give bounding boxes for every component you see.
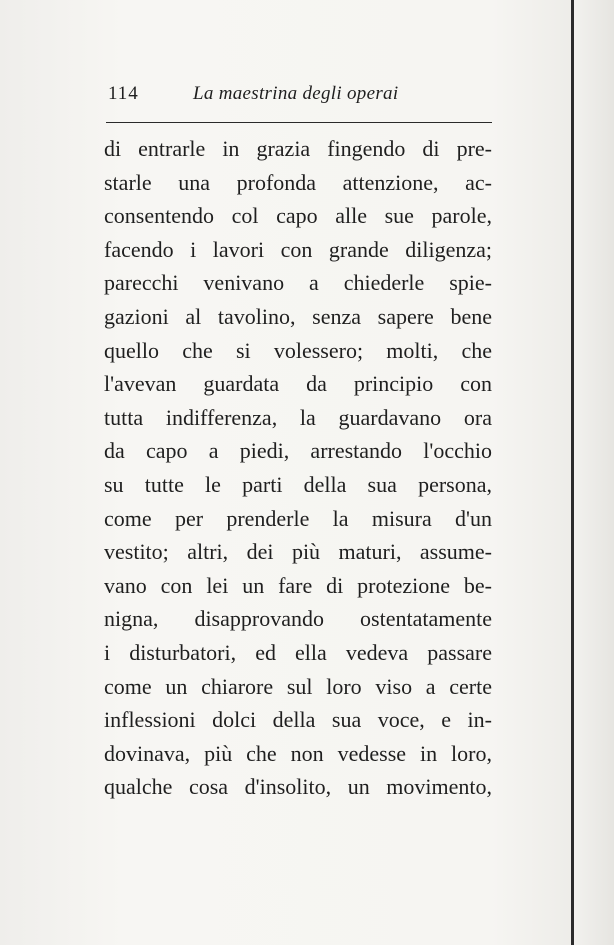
- page-number: 114: [108, 83, 139, 104]
- text-line: facendo i lavori con grande diligenza;: [104, 236, 492, 262]
- text-line: qualche cosa d'insolito, un movimento,: [104, 774, 492, 800]
- text-line: inflessioni dolci della sua voce, e in-: [104, 707, 492, 733]
- text-line: come per prenderle la misura d'un: [104, 505, 492, 531]
- text-line: vestito; altri, dei più maturi, assume-: [104, 539, 492, 565]
- binding-edge: [571, 0, 574, 945]
- text-line: tutta indifferenza, la guardavano ora: [104, 404, 492, 430]
- text-line: di entrarle in grazia fingendo di pre-: [104, 136, 492, 161]
- text-line: nigna, disapprovando ostentatamente: [104, 606, 492, 632]
- text-line: starle una profonda attenzione, ac-: [104, 169, 492, 195]
- binding-shadow: [574, 0, 614, 945]
- running-title: La maestrina degli operai: [193, 83, 399, 104]
- text-line: su tutte le parti della sua persona,: [104, 471, 492, 497]
- header-rule: [106, 122, 492, 123]
- text-line: i disturbatori, ed ella vedeva passare: [104, 639, 492, 665]
- text-line: consentendo col capo alle sue parole,: [104, 203, 492, 229]
- text-line: quello che si volessero; molti, che: [104, 337, 492, 363]
- page-header: [108, 83, 490, 107]
- text-line: gazioni al tavolino, senza sapere bene: [104, 303, 492, 329]
- text-line: dovinava, più che non vedesse in loro,: [104, 740, 492, 766]
- text-line: come un chiarore sul loro viso a certe: [104, 673, 492, 699]
- text-line: l'avevan guardata da principio con: [104, 371, 492, 397]
- text-line: da capo a piedi, arrestando l'occhio: [104, 438, 492, 464]
- text-line: vano con lei un fare di protezione be-: [104, 572, 492, 598]
- text-line: parecchi venivano a chiederle spie-: [104, 270, 492, 296]
- body-text: [104, 132, 492, 804]
